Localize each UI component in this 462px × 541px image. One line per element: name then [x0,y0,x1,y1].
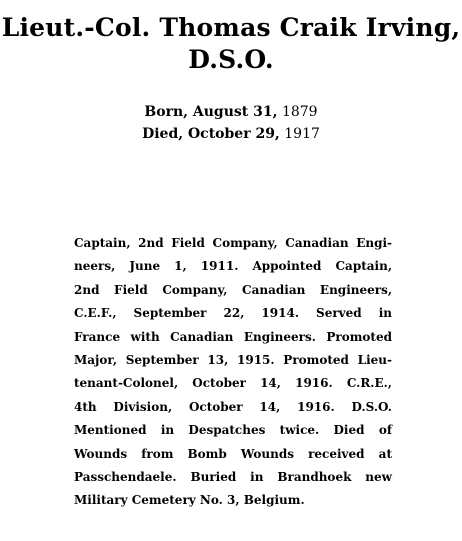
death-year: 1917 [284,126,320,142]
biography-line: 2nd Field Company, Canadian Engineers, [74,282,392,297]
biography-line: Mentioned in Despatches twice. Died of [74,423,392,438]
biography-line: 4th Division, October 14, 1916. D.S.O. [74,399,392,414]
page-title-honour: D.S.O. [188,45,274,74]
biography-line: Captain, 2nd Field Company, Canadian Engi- [74,236,392,250]
biography-line: neers, June 1, 1911. Appointed Captain, [74,259,392,274]
birth-year: 1879 [281,104,318,120]
biography-paragraph [74,232,392,513]
biography-line: tenant-Colonel, October 14, 1916. C.R.E., [74,376,392,391]
biography-line: Major, September 13, 1915. Promoted Lieu- [74,353,392,368]
death-date [0,123,462,145]
death-date-label: Died, October 29, [142,126,280,142]
birth-date-label: Born, August 31, [144,104,278,120]
page-title-name: Lieut.-Col. Thomas Craik Irving, [1,13,461,42]
biography-line: C.E.F., September 22, 1914. Served in [74,306,392,321]
birth-date [0,101,462,123]
biography-line: France with Canadian Engineers. Promoted [74,329,392,344]
biography-line: Passchendaele. Buried in Brandhoek new [74,470,392,485]
biography-line: Wounds from Bomb Wounds received at [74,446,392,461]
biography-line: Military Cemetery No. 3, Belgium. [74,493,305,508]
